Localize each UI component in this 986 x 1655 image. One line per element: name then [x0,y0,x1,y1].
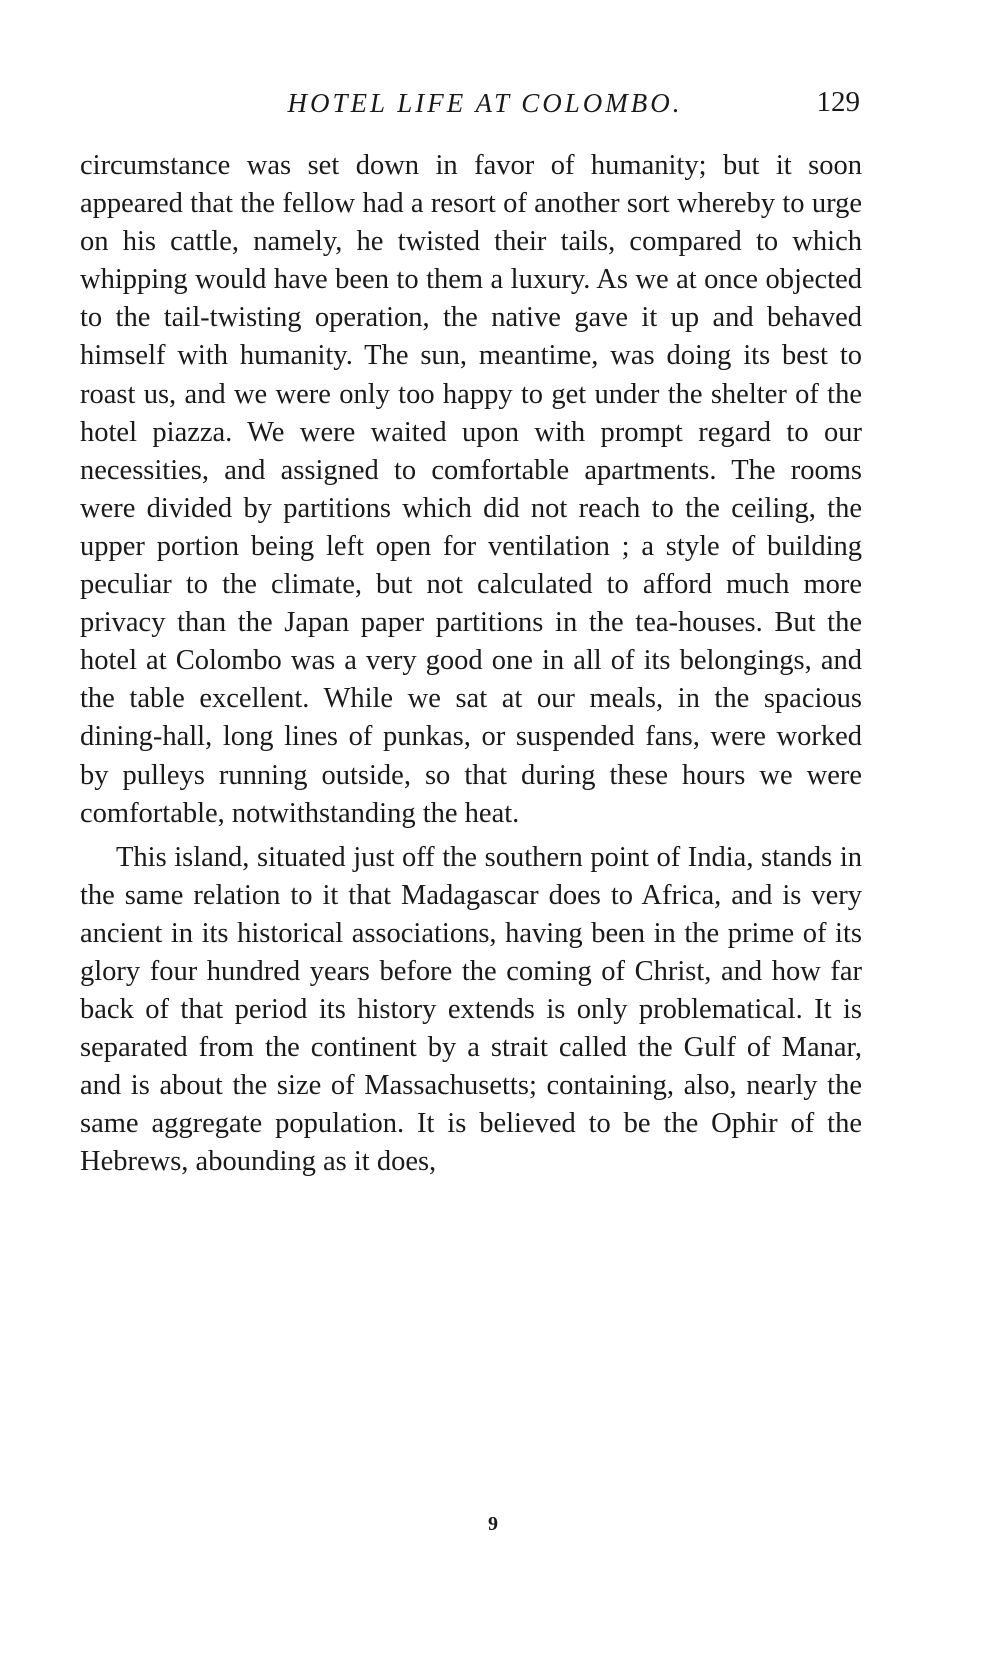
page-number: 129 [816,86,860,118]
signature-mark: 9 [488,1513,498,1535]
body-text [80,147,862,1182]
paragraph-island: This island, situated just off the southern point of India, stands in the same relation to it that Madagascar does to Africa, and is very ancient in its historical associations, having been in the prime of its glory four hundred years before the coming of Christ, and how far back of that period its history extends is only problematical. It is separated from the continent by a strait called the Gulf of Manar, and is about the size of Massachusetts; containing, also, nearly the same aggregate population. It is believed to be the Ophir of the Hebrews, abounding as it does, [80,841,862,1178]
paragraph-continued: circumstance was set down in favor of humanity; but it soon appeared that the fellow had a resort of another sort whereby to urge on his cattle, namely, he twisted their tails, compared to which whipping would have been to them a luxury. As we at once objected to the tail-twisting operation, the native gave it up and behaved himself with humanity. The sun, meantime, was doing its best to roast us, and we were only too happy to get under the shelter of the hotel piazza. We were waited upon with prompt regard to our necessities, and assigned to comfortable apartments. The rooms were divided by partitions which did not reach to the ceiling, the upper portion being left open for ventilation ; a style of building peculiar to the climate, but not calculated to afford much more privacy than the Japan paper partitions in the tea-houses. But the hotel at Colombo was a very good one in all of its belongings, and the table excellent. While we sat at our meals, in the spacious dining-hall, long lines of punkas, or suspended fans, were worked by pulleys running outside, so that during these hours we were comfortable, notwithstanding the heat. [80,150,862,829]
page-header [80,82,860,126]
running-title: HOTEL LIFE AT COLOMBO. [287,88,683,118]
